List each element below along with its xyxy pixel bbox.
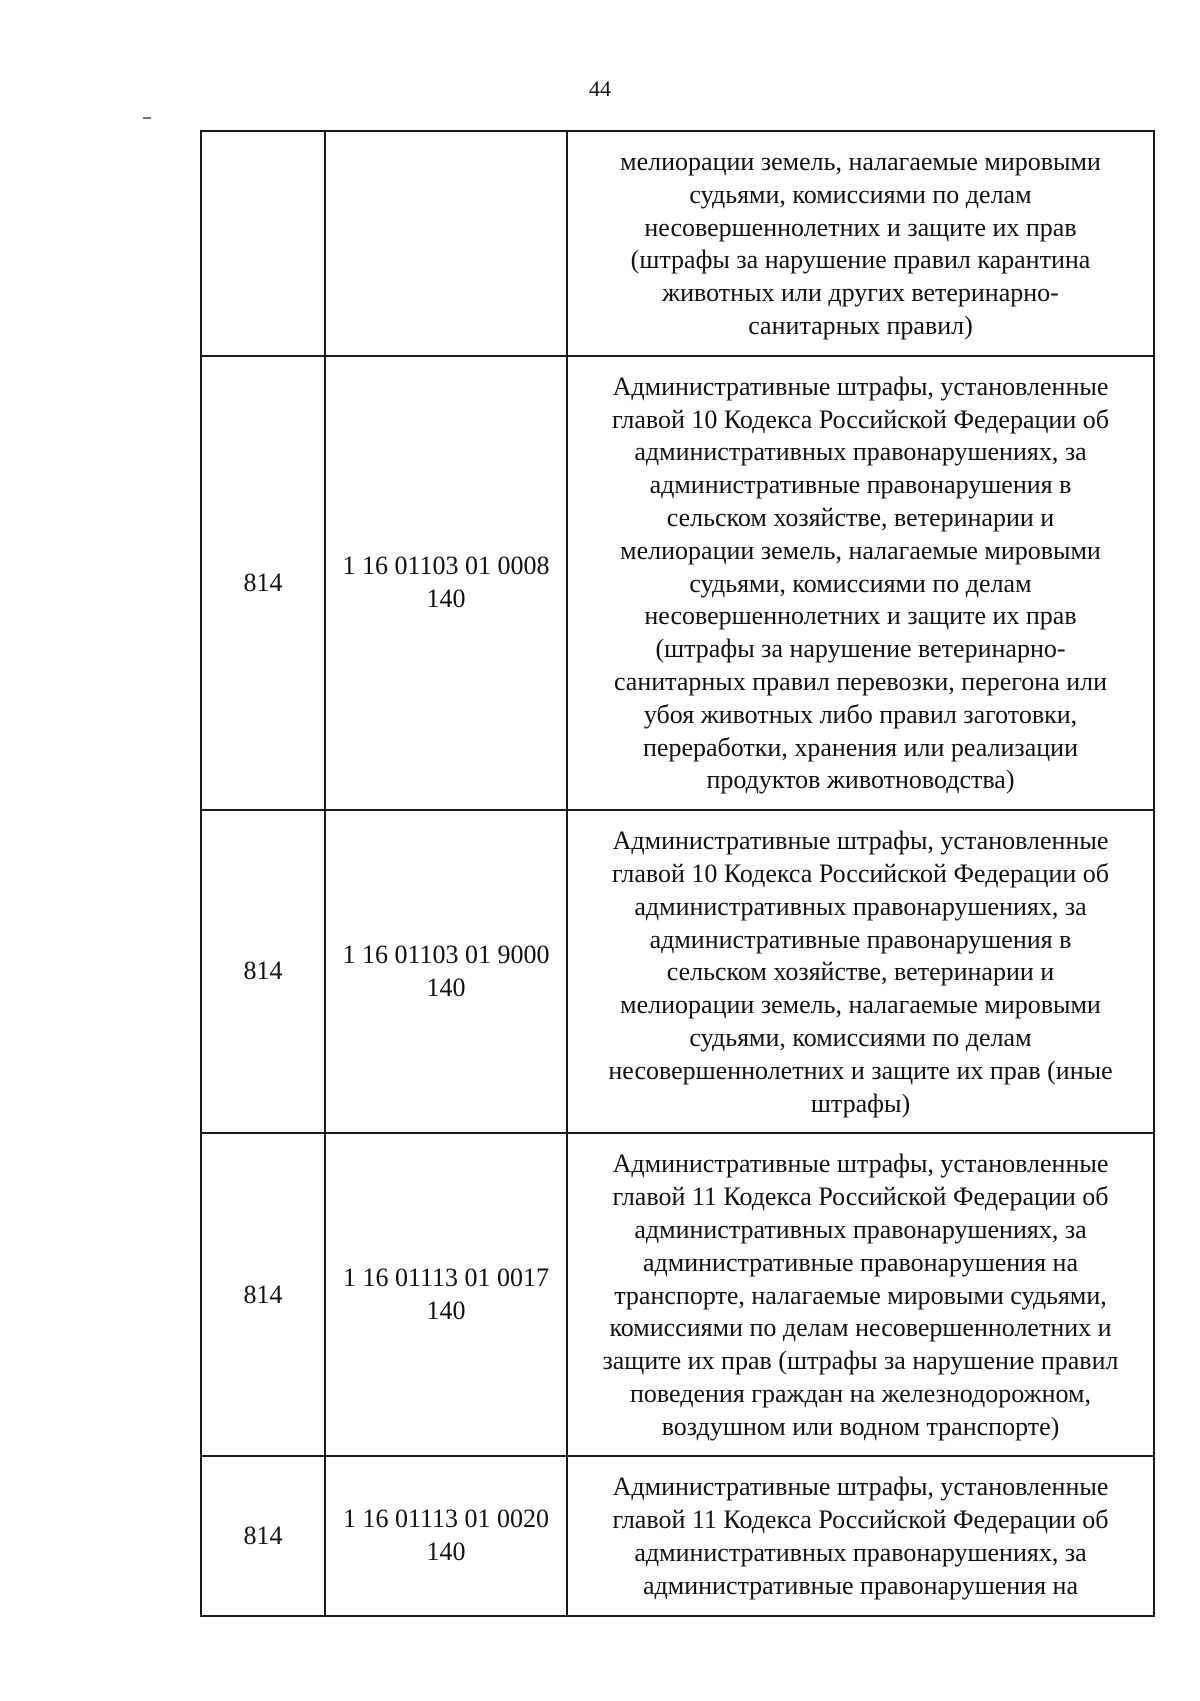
description-line: административных правонарушениях, за (634, 1538, 1087, 1568)
description-line: несовершеннолетних и защите их прав (644, 212, 1077, 242)
kbk-cell (325, 1456, 567, 1615)
description-cell (567, 356, 1154, 810)
kbk-suffix: 140 (426, 1295, 466, 1325)
description-line: главой 11 Кодекса Российской Федерации об (612, 1182, 1109, 1212)
page-number: 44 (589, 76, 611, 101)
description-line: административные правонарушения на (643, 1247, 1078, 1277)
description-line: воздушном или водном транспорте) (661, 1411, 1060, 1441)
description-line: административные правонарушения в (649, 924, 1072, 954)
description-line: несовершеннолетних и защите их прав (644, 601, 1077, 631)
scan-mark (143, 117, 151, 119)
description-line: комиссиями по делам несовершеннолетних и (609, 1313, 1112, 1343)
description-line: мелиорации земель, налагаемые мировыми (620, 147, 1101, 176)
description-line: убоя животных либо правил заготовки, (643, 699, 1078, 729)
admin-code-cell: 814 (201, 356, 325, 810)
description-line: административных правонарушениях, за (634, 891, 1087, 921)
description-line: (штрафы за нарушение ветеринарно- (655, 634, 1066, 664)
description-line: судьями, комиссиями по делам (689, 1022, 1032, 1052)
kbk-cell (325, 1133, 567, 1456)
description-line: животных или других ветеринарно- (662, 278, 1059, 308)
description-cell (567, 1456, 1154, 1615)
description-line: Административные штрафы, установленные (612, 826, 1109, 856)
description-line: сельском хозяйстве, ветеринарии и (666, 502, 1055, 532)
description-line: административные правонарушения в (649, 470, 1072, 500)
description-line: несовершеннолетних и защите их прав (иные (608, 1055, 1113, 1085)
description-line: санитарных правил перевозки, перегона или (613, 666, 1108, 696)
description-line: штрафы) (810, 1088, 911, 1118)
kbk-code: 1 16 01103 01 9000 (342, 939, 550, 969)
description-line: мелиорации земель, налагаемые мировыми (620, 990, 1101, 1020)
kbk-code: 1 16 01113 01 0017 (342, 1263, 550, 1293)
kbk-cell (325, 356, 567, 810)
description-line: Административные штрафы, установленные (612, 1149, 1109, 1179)
description-line: защите их прав (штрафы за нарушение правил (602, 1346, 1119, 1376)
description-line: главой 10 Кодекса Российской Федерации об (612, 404, 1109, 434)
table-row (201, 356, 1154, 810)
description-line: административных правонарушениях, за (634, 437, 1087, 467)
admin-code-cell: 814 (201, 810, 325, 1133)
admin-code-cell (201, 131, 325, 356)
kbk-code: 1 16 01103 01 0008 (342, 551, 550, 581)
description-line: судьями, комиссиями по делам (689, 179, 1032, 209)
description-line: административных правонарушениях, за (634, 1214, 1087, 1244)
table-row (201, 1133, 1154, 1456)
description-line: судьями, комиссиями по делам (689, 568, 1032, 598)
description-line: поведения граждан на железнодорожном, (630, 1378, 1091, 1408)
description-line: сельском хозяйстве, ветеринарии и (666, 957, 1055, 987)
description-cell (567, 810, 1154, 1133)
kbk-cell (325, 131, 567, 356)
kbk-cell (325, 810, 567, 1133)
table-row (201, 131, 1154, 356)
kbk-suffix: 140 (426, 1537, 466, 1567)
description-line: Административные штрафы, установленные (612, 1472, 1109, 1502)
description-line: продуктов животноводства) (706, 765, 1015, 795)
description-line: Административные штрафы, установленные (612, 371, 1109, 401)
description-line: главой 11 Кодекса Российской Федерации об (612, 1505, 1109, 1535)
kbk-suffix: 140 (426, 583, 466, 613)
description-cell (567, 1133, 1154, 1456)
description-line: переработки, хранения или реализации (643, 732, 1078, 762)
kbk-suffix: 140 (426, 972, 466, 1002)
admin-code-cell: 814 (201, 1456, 325, 1615)
table-row (201, 810, 1154, 1133)
description-cell (567, 131, 1154, 356)
kbk-code: 1 16 01113 01 0020 (342, 1504, 550, 1534)
budget-codes-table (200, 130, 1155, 1617)
description-line: (штрафы за нарушение правил карантина (630, 245, 1091, 275)
table-row (201, 1456, 1154, 1615)
table-body (201, 131, 1154, 1616)
description-line: транспорте, налагаемые мировыми судьями, (614, 1280, 1107, 1310)
description-line: административные правонарушения на (643, 1570, 1078, 1600)
description-line: санитарных правил) (748, 310, 973, 340)
description-line: главой 10 Кодекса Российской Федерации об (612, 858, 1109, 888)
description-line: мелиорации земель, налагаемые мировыми (620, 535, 1101, 565)
admin-code-cell: 814 (201, 1133, 325, 1456)
